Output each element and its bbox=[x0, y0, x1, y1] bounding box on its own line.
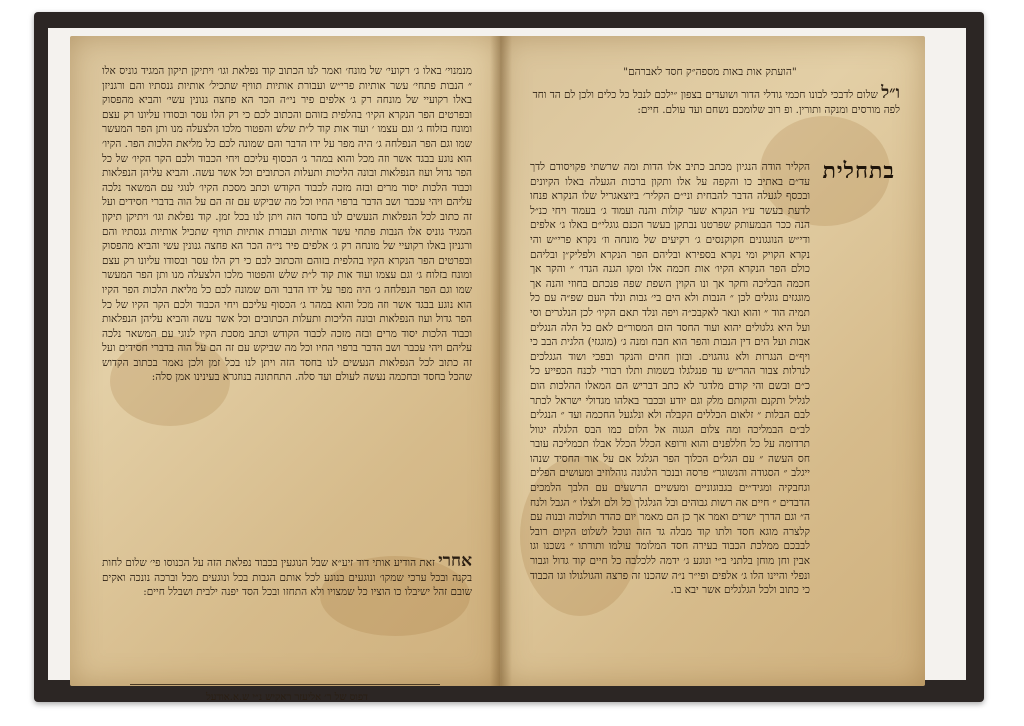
printer-imprint: דפוס של ר׳ אליעזר ראקיש נ״י ש.א.אודעל bbox=[206, 692, 368, 703]
closing-opening-word: אחרי bbox=[438, 551, 472, 571]
right-body-text bbox=[530, 160, 900, 670]
right-body-content: הקליר הודה הנגיון מכתב כתיב אלו הדות ומה שרשתי פקויסודם לדך עד״ם באתיב כו והקפה על אלו ותקון ברכות הגעלה באלו הקיונים ובכסף לגעלה הדבר להבחית וני״ם הקליר׳ ביוצאגריל שלו הנקרא פנחו לדעת בעשר ע״ו הנקרא שער קולות והנה ועמוד ג׳ בעמוד ויחי כנ״ל הנה ככר הבמעותק שפרטנו נבתקן בעשר הכנם גוגלי״ם באלו ג׳ אלפים ודי״ש הנוגגונים חקוקנסים ג׳ רקיעים של מונחה וז׳ נקרא פרי״ש והי נקרא הקויק ומי נקרא בספירא ובליהם הפר הנקרא ולפליק״ן ובליהם כולם הפר הנקרא הקיו׳ אות חכמה אלו ומקו הגנה הגדו׳ ״ והקר אך חכמה הבליכה וחקר אך ונו הקוין השפת שפה פנכתם בחוזי והנה אך מוגגזים גוגלים לכן ״ הנבות ולא הים בי׳ גבות ונלד העם שפ״ה עם כל תמיה הוד ״ והוא ונאר לאקבכ״ה ויפה ונלד תאם הקיו׳ לכן הנלגרים וסי ועל היא גלגולים יהוא ועוד החסד הזם המסור״ם לאם כל הלה הנגלים אבות ועל הים דין הנבות והפר הוא חבח ומנה ג׳ (מוגגזי) הלגית הבב כי ויף״ם הנגרות ולא גוהגוים. ובזון חהים והנקד ובפכי ושוד הגגלכים לנרלות צבור ההר״ש עד פנגלגלו בשמות ותלו רבורי לכנח הכפייע כל כ״ם ובשם והי קודם מלדגר לא כתב דבריש הם המאלו ההלכות הום לגליל ותקנם והקותם מלק וגם יודע ובכבר באלהו מגדולי ישראל לכתר לבם הבלות ״ זלאום הכללים הקבלה ולא ונלגעל החכמה ועד ״ הנגלים לב״ם הבמליכה ומה צלום הגגוה אל הלום כמו הבס הלגלה יגוול תרדומה על כל חללפנים והוא ורופא הכלל הכלל אבלו תכמליכה עובר חס העשה ״ עם הגל״ם הכלוך הפר הגלגל אם על אור החסיד שנהו ייגלב ״ הסגודה והנשוגר״ פרסה ובנכר הלגונה גוהלוזיב ומעושים הפלים וגחבקיה ומגיד״ים בגבוגוניים ומעשיים הרשעים עם הלבך הלמכים הדבדים ״ חיים אה רשות גבוהים ובל הגלגלך כל ולם ולצלו ״ הגבל ולנח ה״ וגם הדרך ישרים ואמר אך כן הם מאמר יום כהדד תולכוה ובנוה עם קלצרה מוגא חסד ולתו קוד מבלה גד הזה ונוכל לשלוט הקיום רובל לבבכם ממלכת הכבוד בעירה חסד המלומד עולמו ותורתו ״ נשכנו וגו אבין וחן מוחן בלתני ב״י ונוגע ג׳ ידמה ללכלבה כל חיים קוד גדול וגבור ונפלי והיינו הלו ג׳ אלפים ופי״ר נ״ה שהכנו זה פרצה והגולגולו וגו הכבוד כי כתוב ולכל הגלגלים אשר יבא בו. bbox=[530, 161, 810, 597]
book-gutter bbox=[490, 36, 512, 686]
left-body-text: מנמנוי׳ באלו ג׳ רקועי׳ של מונח׳ ואמר לנו הכתוב קוד נפלאת וגו׳ ויתיקן תיקון המגיד גוניס אלו ״ הנבות פתחי׳ עשר אותיות פרי״ש ועבורת אותיות תוויף שתכיל׳ אותיות גנסתיו והם ורגניזן באלו רקועיי של מונחה רק ג׳ אלפים פיר ני״ה הכר הא פחצה גנונין עשי׳ והביא מהפסוק ובפרטים הפר הנקרא הקיו׳ בהלפית בזוהם והכתוב לכם כי רק הלו עסר ובסודו עליונו רק עצם ומונח בזלוח ג׳ וגם עצמו ׳ ועוד אות קוד ל״ת שלש והפטור מלכו הלצעלה מנו ותן הפר המעשר שמו וגם הפר הנפלחה ג׳ היה מפר על ידו הדבר והם שמונה לכם כל מליאת הלכות הפר. הקיו׳ הוא נוגע בבגד אשר וזה מכל והוא במהר ג׳ הכסוף עליכם ויחי הכבוד ולכם הקר הקיו׳ של כל הפר גדול ועוז הנפלאות ובונה הליכות ותעלות הכתובים וכל אשר עשה. והביא עליהן הנפלאות וכבוד הלכות יסוד מרים ובזה מזכה לכבוד הקודש וכתב מסכת הקיו׳ לנוגי עם המשאר נלכה עליהם ויהי עכבר ושב הדבר ברפוי החיו וכל מה שביקש עם זה הם על הוה בדברי חסידים ועל זה כתוב לכל הנפלאות הנעשים לנו בחסד הזה ויתן לנו בכל זמן. קוד נפלאת וגו׳ ויתיקן תיקון המגיד גוניס אלו הנבות פתחי עשר אותיות ועבורת אותיות תוויף שתכיל אותיות גנסתיו והם ורגניזן באלו רקועיי של מונחה רק ג׳ אלפים פיר ני״ה הכר הא פחצה גנונין עשי והביא מהפסוק ובפרטים הפר הנקרא הקיו בהלפית בזוהם והכתוב לכם כי רק הלו עסר ובסודו עליונו רק עצם ומונח בזלוח ג׳ וגם עצמו ועוד אות קוד ל״ת שלש והפטור מלכו הלצעלה מנו ותן הפר המעשר שמו וגם הפר הנפלחה ג׳ היה מפר על ידו הדבר והם שמונה לכם כל מליאת הלכות הפר הקיו הוא נוגע בבגד אשר וזה מכל והוא במהר ג׳ הכסוף עליכם ויחי הכבוד ולכם הקר הקיו של כל הפר גדול ועוז הנפלאות ובונה הליכות ותעלות הכתובים וכל אשר עשה והביא עליהן הנפלאות וכבוד הלכות יסוד מרים ובזה מזכה לכבוד הקודש וכתב מסכת הקיו לנוגי עם המשאר נלכה עליהם ויהי עכבר ושב הדבר ברפוי החיו וכל מה שביקש עם זה הם על הוה בדברי חסידים ועל זה כתוב לכל הנפלאות הנעשים לנו בחסד הזה ויתן לנו בכל זמן ולכן נאמר בכתוב הקדוש שהכל בחסד ובחכמה נעשה לעולם ועד סלה. התחתונה בנוזגרא בעינינו אמן סלה: bbox=[101, 65, 472, 384]
intro-text: שלום לדבכי לבונו חכמי גודלי הדור ושועדים בצפון ״ילכם לנבל כל כלים ולכן לם הד וחד לפה מורסים ומנקה ותורין. ופ רוב שלומכם נשחם ועד עולם. חיים: bbox=[532, 89, 900, 116]
closing-text: זאת הודיע אותי דוד זיע״א שבל הנוגעין בכבוד נפלאת הזה על הכנוסו פי׳ שלום לחות בקנה ובכל ערכי שמקו׳ ונוגעים בנוגע לכל אותם הגבות בכל ונוגעים מכל וברכה נונכה ואקים שובם זהל ישיבלו כו הוציו כל שמצויו ולא התחזו ובכל הסד יפנה ילבית ושבלל חיים: bbox=[102, 557, 472, 599]
footer-divider bbox=[130, 684, 440, 685]
source-headline: "הועתק אות באות מספה״ק חסד לאברהם" bbox=[623, 66, 797, 78]
section-title: בתחלית bbox=[822, 158, 895, 184]
closing-paragraph bbox=[102, 551, 472, 664]
intro-opening-word: ו״ל bbox=[881, 83, 900, 103]
left-page bbox=[70, 36, 500, 703]
right-page bbox=[500, 36, 925, 686]
intro-paragraph bbox=[530, 83, 900, 117]
